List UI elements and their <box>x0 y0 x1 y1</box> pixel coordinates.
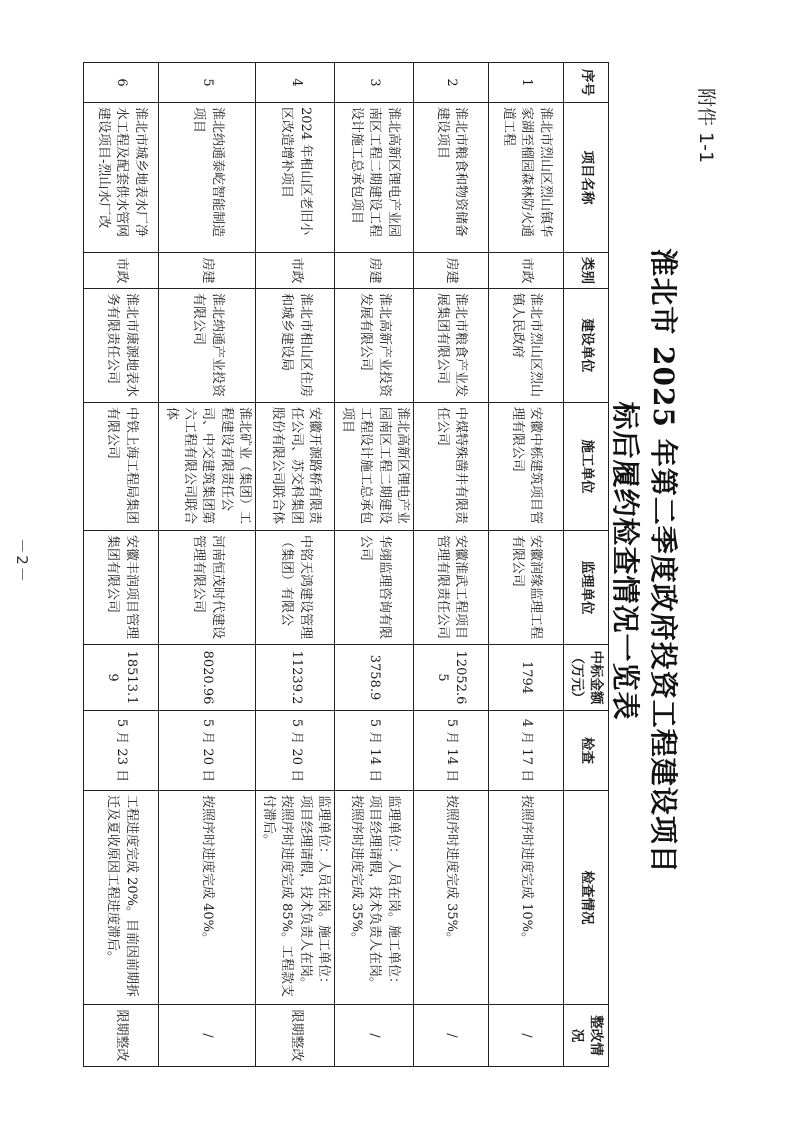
page-title-line2: 标后履约检查情况一览表 <box>609 401 642 721</box>
cell-seq: 3 <box>335 63 414 103</box>
cell-date: 5 月 14 日 <box>414 711 489 791</box>
cell-result: 按照序时进度完成 35%。 <box>414 791 489 1005</box>
cell-rectify: 限期整改 <box>84 1005 159 1067</box>
cell-category: 房建 <box>414 253 489 289</box>
cell-name: 淮北高新区锂电产业园南区工程二期建设工程设计施工总承包项目 <box>335 103 414 253</box>
cell-amount: 1794 <box>489 645 564 711</box>
cell-seq: 6 <box>84 63 159 103</box>
cell-name: 淮北市城乡地表水厂净水工程及配套供水管网建设项目-烈山水厂改 <box>84 103 159 253</box>
cell-owner: 淮北市康源地表水务有限责任公司 <box>84 289 159 403</box>
header-rectify: 整改情况 <box>564 1005 609 1067</box>
header-date: 检查 <box>564 711 609 791</box>
cell-rectify: / <box>335 1005 414 1067</box>
cell-amount: 12052.65 <box>414 645 489 711</box>
cell-builder: 中煤特殊凿井有限责任公司 <box>414 403 489 531</box>
cell-seq: 4 <box>256 63 335 103</box>
inspection-table <box>83 62 609 1067</box>
cell-supervisor: 安徽润缘监理工程有限公司 <box>489 531 564 645</box>
cell-amount: 3758.9 <box>335 645 414 711</box>
table-row <box>335 63 414 1067</box>
cell-category: 市政 <box>84 253 159 289</box>
cell-builder: 淮北矿业（集团）工程建设有限责任公司、中交建筑集团第六工程有限公司联合体 <box>159 403 256 531</box>
cell-rectify: / <box>489 1005 564 1067</box>
header-category: 类别 <box>564 253 609 289</box>
cell-supervisor: 中铭天鸿建设管理（集团）有限公 <box>256 531 335 645</box>
cell-builder: 安徽中栎建筑项目管理有限公司 <box>489 403 564 531</box>
table-row <box>489 63 564 1067</box>
header-owner: 建设单位 <box>564 289 609 403</box>
table-row <box>414 63 489 1067</box>
cell-builder: 安徽开源路桥有限责任公司、苏交科集团股份有限公司联合体 <box>256 403 335 531</box>
cell-result: 按照序时进度完成 10%。 <box>489 791 564 1005</box>
cell-date: 5 月 20 日 <box>256 711 335 791</box>
cell-date: 5 月 14 日 <box>335 711 414 791</box>
header-seq: 序号 <box>564 63 609 103</box>
cell-result: 工程进度完成 20%。目前因前期拆迁及夏收原因工程进度滞后。 <box>84 791 159 1005</box>
page-number: －2－ <box>13 538 31 584</box>
cell-owner: 淮北高新产业投资发展有限公司 <box>335 289 414 403</box>
cell-date: 5 月 20 日 <box>159 711 256 791</box>
cell-name: 淮北市烈山区烈山镇华家湖至榴园森林防火通道工程 <box>489 103 564 253</box>
cell-amount: 8020.96 <box>159 645 256 711</box>
cell-result: 监理单位：人员在岗。施工单位：项目经理请假，技术负责人在岗。按照序时进度完成 35%。 <box>335 791 414 1005</box>
cell-rectify: / <box>414 1005 489 1067</box>
header-builder: 施工单位 <box>564 403 609 531</box>
cell-rectify: 限期整改 <box>256 1005 335 1067</box>
table-row <box>256 63 335 1067</box>
cell-builder: 淮北高新区锂电产业园南区工程二期建设工程设计施工总承包项目 <box>335 403 414 531</box>
cell-result: 监理单位：人员在岗。施工单位：项目经理请假，技术负责人在岗。按照序时进度完成 85%。工程款支付滞后。 <box>256 791 335 1005</box>
cell-seq: 1 <box>489 63 564 103</box>
cell-owner: 淮北纳通产业投资有限公司 <box>159 289 256 403</box>
cell-rectify: / <box>159 1005 256 1067</box>
header-amount: 中标金额（万元） <box>564 645 609 711</box>
header-name: 项目名称 <box>564 103 609 253</box>
cell-amount: 11239.2 <box>256 645 335 711</box>
cell-supervisor: 河南恒茂时代建设管理有限公司 <box>159 531 256 645</box>
header-result: 检查情况 <box>564 791 609 1005</box>
cell-supervisor: 安徽淮武工程项目管理有限责任公司 <box>414 531 489 645</box>
cell-seq: 5 <box>159 63 256 103</box>
cell-name: 淮北市粮食和物资储备建设项目 <box>414 103 489 253</box>
cell-owner: 淮北市粮食产业发展集团有限公司 <box>414 289 489 403</box>
cell-owner: 淮北市相山区住房和城乡建设局 <box>256 289 335 403</box>
cell-result: 按照序时进度完成 40%。 <box>159 791 256 1005</box>
cell-amount: 18513.19 <box>84 645 159 711</box>
cell-category: 市政 <box>489 253 564 289</box>
table-row <box>84 63 159 1067</box>
table-header-row <box>564 63 609 1067</box>
cell-name: 淮北纳通泰屹智能制造项目 <box>159 103 256 253</box>
cell-name: 2024 年相山区老旧小区改造增补项目 <box>256 103 335 253</box>
cell-date: 5 月 23 日 <box>84 711 159 791</box>
cell-builder: 中铁上海工程局集团有限公司 <box>84 403 159 531</box>
table-row <box>159 63 256 1067</box>
cell-supervisor: 安徽丰润项目管理集团有限公司 <box>84 531 159 645</box>
header-supervisor: 监理单位 <box>564 531 609 645</box>
page-title-line1: 淮北市 2025 年第二季度政府投资工程建设项目 <box>647 248 680 874</box>
cell-supervisor: 华翊监理咨询有限公司 <box>335 531 414 645</box>
cell-seq: 2 <box>414 63 489 103</box>
cell-category: 房建 <box>335 253 414 289</box>
cell-category: 房建 <box>159 253 256 289</box>
cell-category: 市政 <box>256 253 335 289</box>
cell-date: 4 月 17 日 <box>489 711 564 791</box>
cell-owner: 淮北市烈山区烈山镇人民政府 <box>489 289 564 403</box>
attachment-label: 附件 1-1 <box>695 88 717 164</box>
